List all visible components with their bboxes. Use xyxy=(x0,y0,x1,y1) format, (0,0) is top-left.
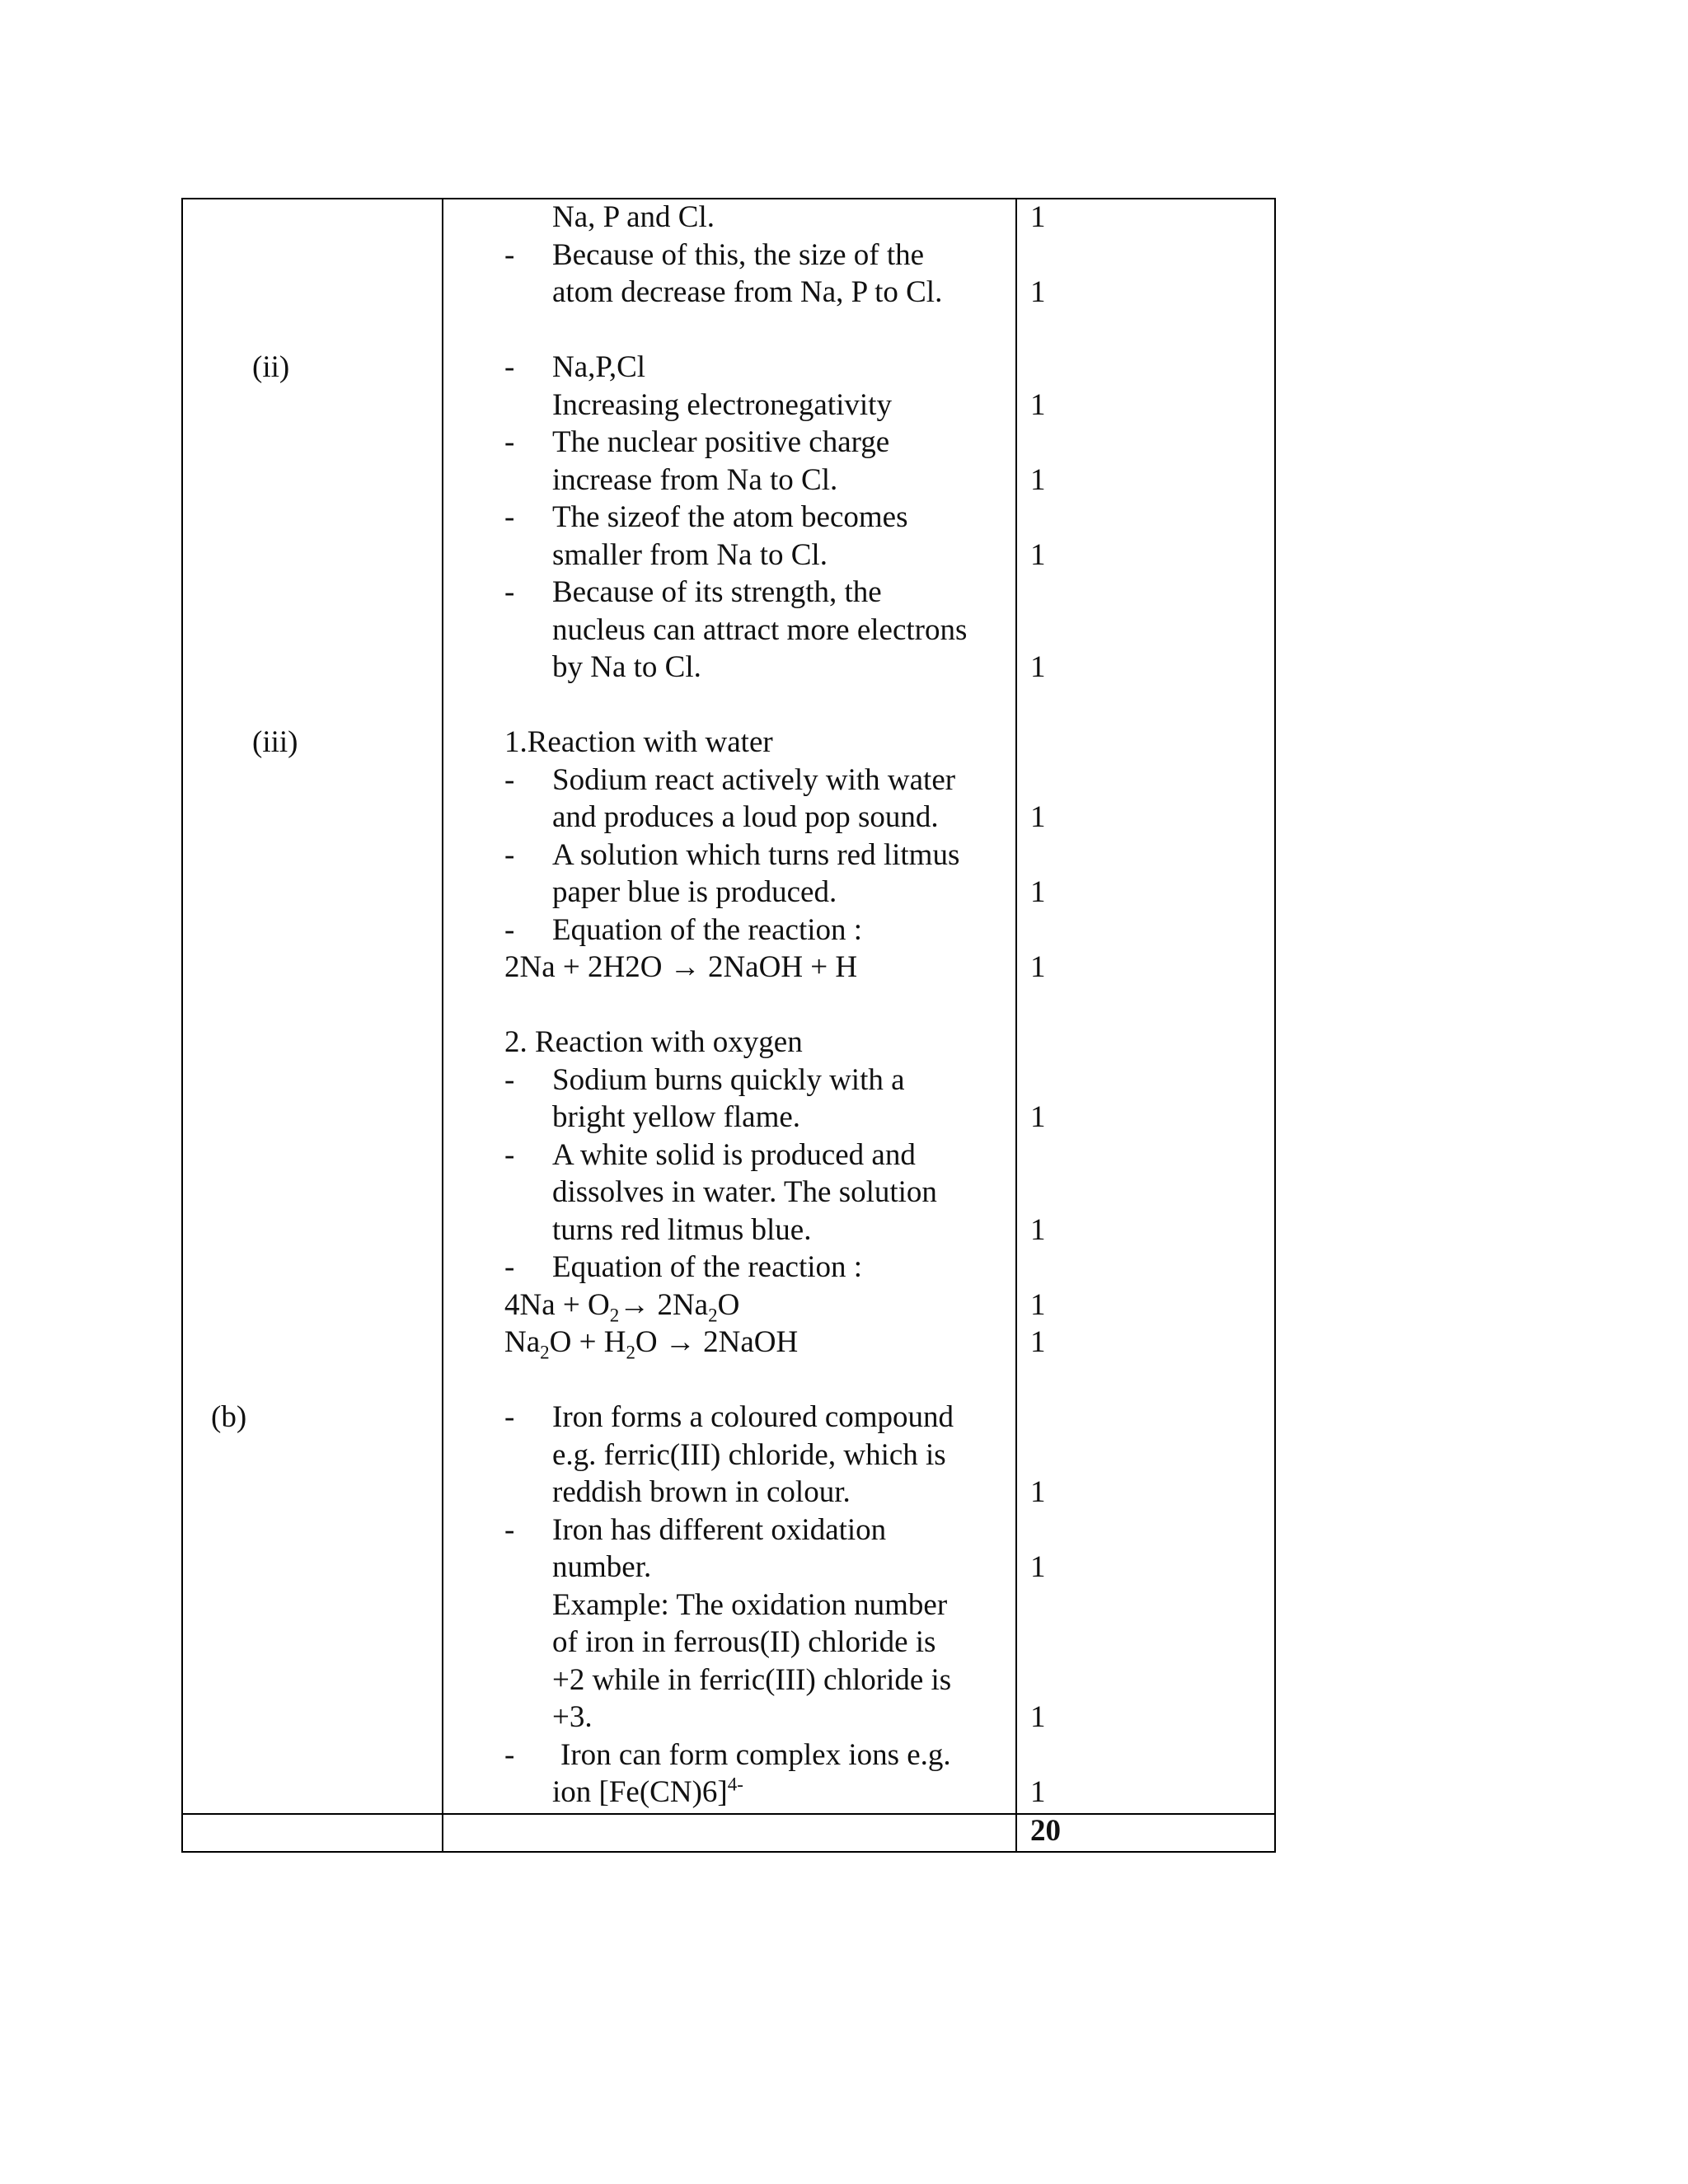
answer-line: turns red litmus blue. xyxy=(552,1213,812,1247)
answer-line: Because of its strength, the xyxy=(552,575,882,609)
bullet-dash: - xyxy=(504,1063,515,1097)
answer-line: Na, P and Cl. xyxy=(552,200,715,234)
equation: $Na_2O + H_2O$ → 2NaOH xyxy=(504,1325,799,1363)
label-b: (b) xyxy=(211,1400,247,1434)
section-heading: 2. Reaction with oxygen xyxy=(504,1025,803,1059)
answer-line: nucleus can attract more electrons xyxy=(552,613,968,647)
mark-value: 1 xyxy=(1030,650,1046,684)
mark-value: 1 xyxy=(1030,1100,1046,1134)
answer-line: atom decrease from Na, P to Cl. xyxy=(552,275,943,309)
bullet-dash: - xyxy=(504,350,515,384)
mark-value: 1 xyxy=(1030,200,1046,234)
row-divider xyxy=(183,1813,1274,1815)
bullet-dash: - xyxy=(504,500,515,534)
answer-line: e.g. ferric(III) chloride, which is xyxy=(552,1438,946,1472)
equation: 2Na + 2H2O → 2NaOH + H xyxy=(504,950,858,984)
answer-line: Equation of the reaction : xyxy=(552,1250,863,1284)
answer-line: Iron can form complex ions e.g. xyxy=(560,1738,951,1772)
answer-line: bright yellow flame. xyxy=(552,1100,801,1134)
label-ii: (ii) xyxy=(252,350,290,384)
answer-line: dissolves in water. The solution xyxy=(552,1175,937,1209)
mark-value: 1 xyxy=(1030,1288,1046,1322)
answer-line: Because of this, the size of the xyxy=(552,238,925,272)
equation: $4Na + O_2\to 2Na_2O$ xyxy=(504,1288,740,1326)
bullet-dash: - xyxy=(504,763,515,797)
answer-line: Na,P,Cl xyxy=(552,350,646,384)
mark-value: 1 xyxy=(1030,1700,1046,1734)
answer-line: ion $[Fe(CN)6]^{4-}$ xyxy=(552,1774,743,1809)
answer-line: smaller from Na to Cl. xyxy=(552,538,828,572)
mark-value: 1 xyxy=(1030,875,1046,909)
mark-value: 1 xyxy=(1030,275,1046,309)
answer-line: A solution which turns red litmus xyxy=(552,838,960,872)
bullet-dash: - xyxy=(504,1138,515,1172)
bullet-dash: - xyxy=(504,1400,515,1434)
mark-value: 1 xyxy=(1030,1475,1046,1509)
section-heading: 1.Reaction with water xyxy=(504,725,773,759)
answer-line: Iron forms a coloured compound xyxy=(552,1400,954,1434)
answer-line: Example: The oxidation number xyxy=(552,1588,948,1622)
total-marks: 20 xyxy=(1030,1814,1061,1848)
answer-line: paper blue is produced. xyxy=(552,875,837,909)
answer-line: The sizeof the atom becomes xyxy=(552,500,908,534)
bullet-dash: - xyxy=(504,1250,515,1284)
answer-line: +3. xyxy=(552,1700,593,1734)
label-iii: (iii) xyxy=(252,725,298,759)
answer-line: Equation of the reaction : xyxy=(552,913,863,947)
mark-value: 1 xyxy=(1030,1213,1046,1247)
bullet-dash: - xyxy=(504,913,515,947)
answer-line: and produces a loud pop sound. xyxy=(552,800,939,834)
bullet-dash: - xyxy=(504,1738,515,1772)
mark-value: 1 xyxy=(1030,463,1046,497)
answer-line: reddish brown in colour. xyxy=(552,1475,851,1509)
answer-line: by Na to Cl. xyxy=(552,650,701,684)
column-divider xyxy=(1015,199,1017,1851)
answer-line: Iron has different oxidation xyxy=(552,1513,887,1547)
mark-value: 1 xyxy=(1030,1550,1046,1584)
bullet-dash: - xyxy=(504,1513,515,1547)
answer-line: Increasing electronegativity xyxy=(552,388,892,422)
mark-value: 1 xyxy=(1030,1325,1046,1359)
column-divider xyxy=(442,199,443,1851)
answer-line: number. xyxy=(552,1550,652,1584)
answer-line: increase from Na to Cl. xyxy=(552,463,838,497)
answer-line: +2 while in ferric(III) chloride is xyxy=(552,1663,952,1697)
answer-line: Sodium burns quickly with a xyxy=(552,1063,905,1097)
answer-line: The nuclear positive charge xyxy=(552,425,890,459)
mark-value: 1 xyxy=(1030,538,1046,572)
mark-value: 1 xyxy=(1030,388,1046,422)
bullet-dash: - xyxy=(504,838,515,872)
answer-line: A white solid is produced and xyxy=(552,1138,916,1172)
mark-value: 1 xyxy=(1030,1775,1046,1809)
mark-value: 1 xyxy=(1030,800,1046,834)
answer-line: Sodium react actively with water xyxy=(552,763,956,797)
bullet-dash: - xyxy=(504,425,515,459)
mark-value: 1 xyxy=(1030,950,1046,984)
bullet-dash: - xyxy=(504,238,515,272)
answer-line: of iron in ferrous(II) chloride is xyxy=(552,1625,936,1659)
bullet-dash: - xyxy=(504,575,515,609)
